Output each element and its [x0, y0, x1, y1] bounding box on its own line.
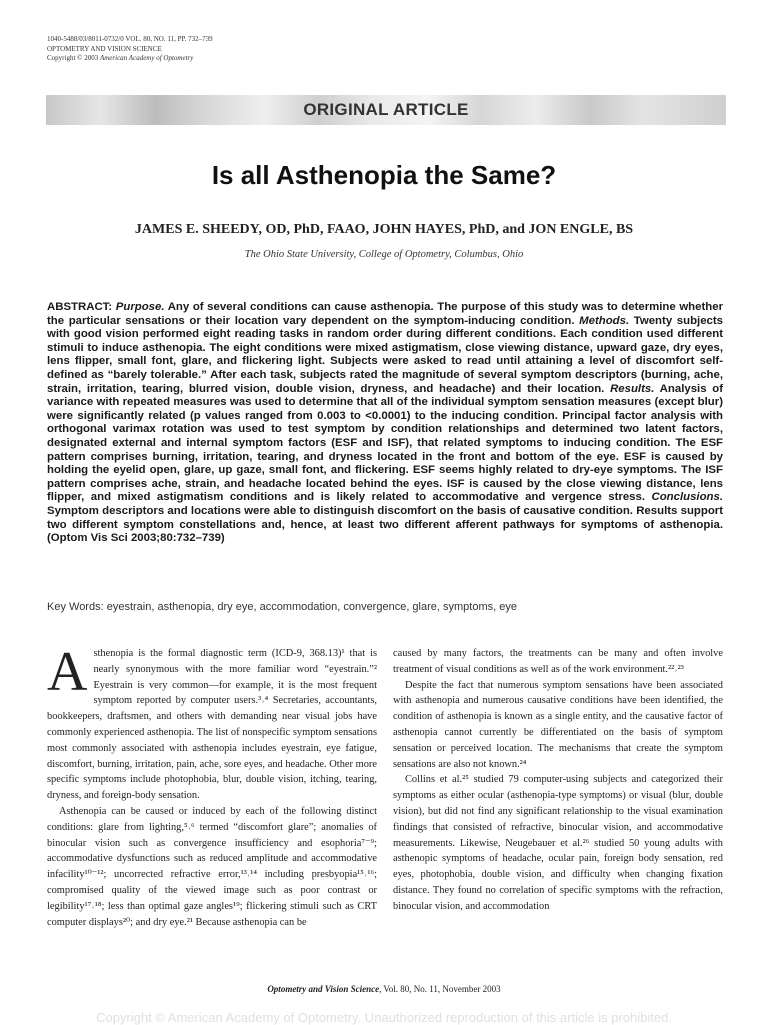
author-list: JAMES E. SHEEDY, OD, PhD, FAAO, JOHN HAYES, PhD, and JON ENGLE, BS: [134, 222, 634, 237]
body-paragraph: Despite the fact that numerous symptom sensations have been associated with asthenopia and numerous causative conditions have been identified, the condition of asthenopia is known as a single entity, and the causative factor of asthenopia cannot currently be differentiated on the basis of symptom sensation or perceived location. The mechanisms that create the symptom sensations are also not known.²⁴: [393, 679, 723, 770]
article-title: Is all Asthenopia the Same?: [211, 160, 557, 190]
header-issn-line: 1040-5488/03/8011-0732/0 VOL. 80, NO. 11, PP. 732–739: [47, 35, 213, 43]
results-label: Results.: [610, 382, 655, 395]
methods-text: Twenty subjects with good vision performed eight reading tasks in random order during different conditions. Each condition used different stimuli to induce asthenopia. The eight conditions were mixed astigmatism, close viewing distance, upward gaze, dry eyes, lens flipper, small font, glare, and flickering light. Subjects were asked to read until attaining a level of discomfort self-defined as “barely tolerable.” After each task, subjects rated the magnitude of several symptom descriptors (burning, ache, strain, irritation, tearing, blurred vision, double vision, dryness, and headache) and their location.: [47, 314, 723, 395]
copyright-watermark: Copyright © American Academy of Optometry. Unauthorized reproduction of this article is prohibited.: [96, 1010, 672, 1025]
page-footer: [0, 984, 768, 994]
purpose-text: Any of several conditions can cause asthenopia. The purpose of this study was to determine whether the particular sensations or their location vary dependent on the symptom-inducing condition.: [47, 301, 723, 327]
body-paragraph: Asthenopia is the formal diagnostic term (ICD-9, 368.13)¹ that is nearly synonymous with the more familiar word “eyestrain.”² Eyestrain is very common—for example, it is the most frequent symptom reported by computer users.³˒⁴ Secretaries, accountants, bookkeepers, draftsmen, and others with demanding near visual jobs have commonly experienced asthenopia. The list of nonspecific symptom sensations most commonly associated with asthenopia includes eyestrain, eye fatigue, discomfort, burning, irritation, pain, ache, sore eyes, and headache. Other more specific symptoms include photophobia, blur, double vision, itching, tearing, dryness, and foreign-body sensation.: [47, 641, 377, 802]
article-type-banner: [46, 95, 726, 125]
methods-label: Methods.: [579, 314, 630, 327]
article-type-label: ORIGINAL ARTICLE: [303, 100, 469, 119]
abstract: [47, 301, 723, 546]
purpose-label: Purpose.: [115, 301, 165, 313]
conclusions-label: Conclusions.: [651, 491, 723, 504]
header-copyright-line: Copyright © 2003 American Academy of Optometry: [47, 54, 194, 62]
journal-header: [47, 35, 213, 64]
keywords: Key Words: eyestrain, asthenopia, dry eye, accommodation, convergence, glare, symptoms, eye: [47, 601, 517, 613]
body-paragraph: Asthenopia can be caused or induced by each of the following distinct conditions: glare from lighting,⁵˒⁶ termed “discomfort glare”; anomalies of binocular vision such as convergence insufficiency and esophoria⁷⁻⁹; accommodative dysfunctions such as reduced amplitude and accommodative infacility¹⁰⁻¹²; uncorrected refractive error,¹³˒¹⁴ including presbyopia¹⁵˒¹⁶; compromised quality of the viewed image such as poor contrast or legibility¹⁷˒¹⁸; less than optimal gaze angles¹⁹; flickering stimuli such as CRT computer displays²⁰; and dry eye.²¹ Because asthenopia can be: [47, 805, 377, 928]
body-paragraph: caused by many factors, the treatments can be many and often involve treatment of visual conditions as well as of the work environment.²²˒²³: [393, 648, 723, 675]
drop-cap: A: [47, 641, 88, 703]
header-journal-line: OPTOMETRY AND VISION SCIENCE: [47, 44, 162, 53]
body-column-left: [47, 641, 377, 930]
results-text: Analysis of variance with repeated measures was used to determine that all of the individual symptom sensation measures (except blur) were significantly related (p values ranged from 0.003 to <0.0001) to the inducing condition. Principal factor analysis with orthogonal varimax rotation was used to test symptom by condition relationships and determined two latent factors, designated external and internal symptom factors (ESF and ISF), that related symptoms to inducing condition. The ESF pattern comprises burning, irritation, tearing, and dryness located in the front and bottom of the eye. ESF is caused by holding the eyelid open, glare, up gaze, small font, and flickering. ESF seems highly related to dry-eye symptoms. The ISF pattern comprises ache, strain, and headache located behind the eyes. ISF is caused by the close viewing distance, lens flipper, and mixed astigmatism conditions and is likely related to accommodative and vergence stress.: [47, 382, 724, 504]
body-paragraph: Collins et al.²⁵ studied 79 computer-using subjects and categorized their symptoms as either ocular (asthenopia-type symptoms) or visual (blur, double vision), but did not find any significant relationship to the visual examination findings that consisted of refractive, binocular vision, and accommodative measurements. Likewise, Neugebauer et al.²⁶ studied 50 young adults with asthenopic symptoms of headache, ocular pain, foreign body sensation, red eyes, photophobia, double vision, and difficulty when changing fixation distance. They found no correlation of specific symptoms with the refraction, binocular vision, and accommodation: [393, 774, 723, 912]
affiliation: The Ohio State University, College of Optometry, Columbus, Ohio: [244, 249, 524, 260]
abstract-label: ABSTRACT:: [47, 301, 116, 313]
footer-details: , Vol. 80, No. 11, November 2003: [379, 984, 501, 994]
body-column-right: [393, 646, 723, 915]
conclusions-text: Symptom descriptors and locations were able to distinguish discomfort on the basis of causative condition. Results support two different symptom constellations and, hence, at least two different afferent pathways for symptoms of asthenopia. (Optom Vis Sci 2003;80:732–739): [47, 504, 723, 545]
footer-journal: Optometry and Vision Science: [267, 984, 380, 994]
